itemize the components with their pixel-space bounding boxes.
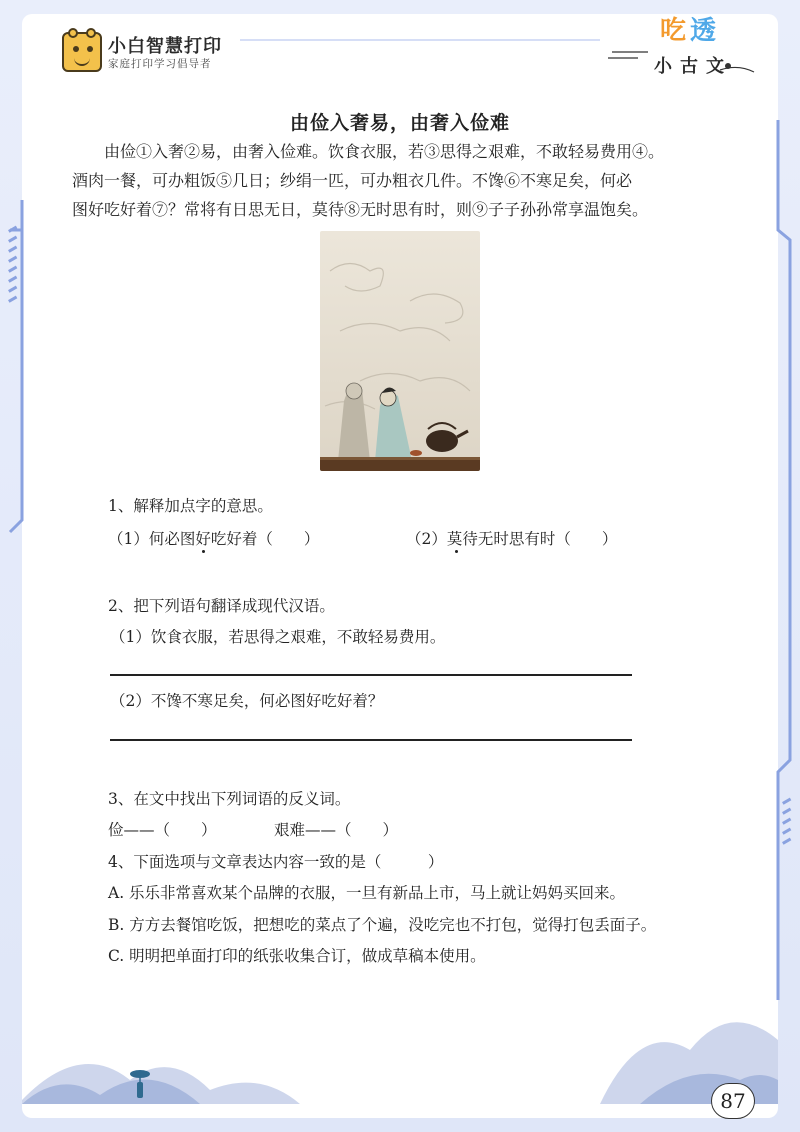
brand-char-1: 吃 bbox=[660, 16, 687, 46]
question-3-item-1: 俭——（ ） bbox=[108, 821, 217, 839]
question-3-item-2: 艰难——（ ） bbox=[274, 821, 399, 839]
passage-title: 由俭入奢易，由奢入俭难 bbox=[289, 112, 510, 134]
question-1-prompt: 1、解释加点字的意思。 bbox=[108, 497, 273, 515]
emphasis-dot bbox=[202, 550, 205, 553]
passage-body bbox=[72, 137, 740, 224]
question-1-item-1: （1）何必图好吃好着（ ） bbox=[108, 530, 320, 548]
passage-line-3: 图好吃好着⑦？常将有日思无日，莫待⑧无时思有时，则⑨子子孙孙常享温饱矣。 bbox=[72, 200, 649, 219]
answer-line-2[interactable] bbox=[110, 739, 632, 741]
logo bbox=[62, 28, 232, 76]
question-4-option-c: C. 明明把单面打印的纸张收集合订，做成草稿本使用。 bbox=[108, 947, 486, 965]
question-1-item-2: （2）莫待无时思有时（ ） bbox=[406, 530, 618, 548]
question-4-option-b: B. 方方去餐馆吃饭，把想吃的菜点了个遍，没吃完也不打包，觉得打包丢面子。 bbox=[108, 916, 657, 934]
emphasis-dot bbox=[455, 550, 458, 553]
logo-subtitle: 家庭打印学习倡导者 bbox=[108, 58, 212, 70]
logo-mascot-icon bbox=[62, 32, 102, 72]
question-3-prompt: 3、在文中找出下列词语的反义词。 bbox=[108, 790, 351, 808]
logo-title: 小白智慧打印 bbox=[108, 36, 222, 57]
question-2-item-2: （2）不馋不寒足矣，何必图好吃好着？ bbox=[110, 692, 384, 710]
question-2-item-1: （1）饮食衣服，若思得之艰难，不敢轻易费用。 bbox=[110, 628, 446, 646]
brand-subtitle: 小古文 bbox=[654, 56, 732, 77]
page-number: 87 bbox=[711, 1083, 755, 1119]
passage-line-2: 酒肉一餐，可办粗饭⑤几日；纱绢一匹，可办粗衣几件。不馋⑥不寒足矣，何必 bbox=[72, 171, 633, 190]
question-2-prompt: 2、把下列语句翻译成现代汉语。 bbox=[108, 597, 335, 615]
question-4-prompt: 4、下面选项与文章表达内容一致的是（ ） bbox=[108, 853, 444, 871]
brand-char-2: 透 bbox=[690, 16, 717, 46]
answer-line-1[interactable] bbox=[110, 674, 632, 676]
mountain-decoration bbox=[22, 1022, 778, 1104]
question-4-option-a: A. 乐乐非常喜欢某个品牌的衣服，一旦有新品上市，马上就让妈妈买回来。 bbox=[108, 884, 626, 902]
ink-painting-illustration bbox=[320, 231, 480, 471]
series-brand bbox=[608, 8, 758, 78]
passage-line-1: 由俭①入奢②易，由奢入俭难。饮食衣服，若③思得之艰难，不敢轻易费用④。 bbox=[104, 142, 665, 161]
